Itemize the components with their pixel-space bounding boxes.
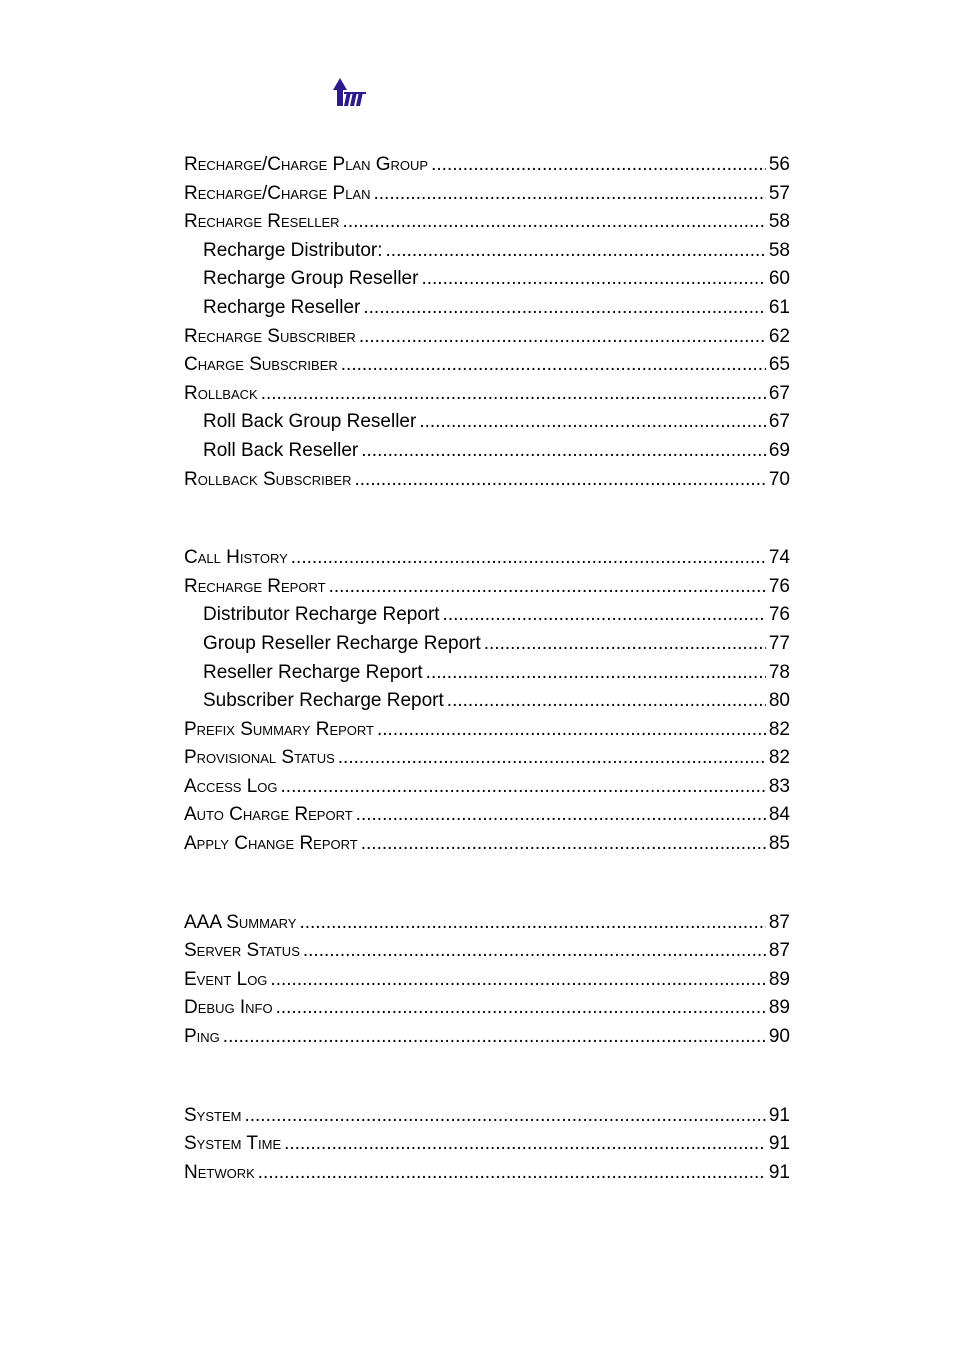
toc-entry[interactable] [184, 408, 790, 437]
toc-entry-page-number: 69 [768, 439, 790, 461]
toc-entry-page-number: 91 [768, 1104, 790, 1126]
toc-entry-page-number: 65 [768, 354, 790, 376]
toc-dot-leader [343, 208, 766, 237]
toc-dot-leader [361, 830, 766, 859]
toc-entry-page-number: 82 [768, 747, 790, 769]
toc-entry-label: Recharge/Charge Plan [184, 182, 371, 204]
toc-entry-page-number: 89 [768, 968, 790, 990]
toc-entry[interactable] [184, 437, 790, 466]
toc-entry-page-number: 62 [768, 325, 790, 347]
toc-entry-page-number: 57 [768, 182, 790, 204]
toc-entry-label: Recharge Reseller [203, 296, 361, 318]
section-gap [184, 494, 790, 544]
toc-dot-leader [356, 801, 766, 830]
toc-entry-label: Network [184, 1161, 255, 1183]
toc-entry-page-number: 76 [768, 575, 790, 597]
toc-entry[interactable] [184, 208, 790, 237]
table-of-contents [184, 151, 790, 1187]
toc-entry-label: Reseller Recharge Report [203, 661, 423, 683]
toc-entry-page-number: 90 [768, 1026, 790, 1048]
toc-entry-label: Access Log [184, 775, 278, 797]
toc-entry[interactable] [184, 1102, 790, 1131]
toc-entry[interactable] [184, 151, 790, 180]
toc-entry-page-number: 85 [768, 833, 790, 855]
toc-dot-leader [303, 937, 766, 966]
toc-dot-leader [377, 716, 766, 745]
toc-entry-label: Provisional Status [184, 747, 335, 769]
toc-entry-label: Auto Charge Report [184, 804, 353, 826]
toc-dot-leader [447, 687, 766, 716]
toc-dot-leader [443, 601, 766, 630]
toc-entry-page-number: 76 [768, 604, 790, 626]
toc-dot-leader [341, 351, 766, 380]
toc-entry-page-number: 82 [768, 718, 790, 740]
toc-entry-label: Charge Subscriber [184, 354, 338, 376]
toc-dot-leader [281, 773, 766, 802]
toc-entry-label: Debug Info [184, 997, 273, 1019]
toc-entry-page-number: 74 [768, 547, 790, 569]
toc-dot-leader [258, 1159, 766, 1188]
toc-dot-leader [223, 1023, 766, 1052]
toc-entry[interactable] [184, 994, 790, 1023]
toc-entry[interactable] [184, 716, 790, 745]
toc-entry[interactable] [184, 180, 790, 209]
toc-entry-page-number: 87 [768, 940, 790, 962]
toc-entry-label: Ping [184, 1026, 220, 1048]
toc-entry-page-number: 87 [768, 911, 790, 933]
toc-entry-page-number: 91 [768, 1161, 790, 1183]
toc-entry-page-number: 78 [768, 661, 790, 683]
toc-entry-page-number: 84 [768, 804, 790, 826]
toc-entry-page-number: 61 [768, 296, 790, 318]
toc-entry[interactable] [184, 294, 790, 323]
toc-entry-page-number: 91 [768, 1133, 790, 1155]
toc-dot-leader [338, 744, 766, 773]
toc-entry[interactable] [184, 659, 790, 688]
toc-dot-leader [431, 151, 766, 180]
toc-dot-leader [386, 237, 766, 266]
toc-entry-label: Roll Back Reseller [203, 439, 359, 461]
toc-entry-label: Recharge Reseller [184, 211, 340, 233]
toc-entry-page-number: 67 [768, 411, 790, 433]
toc-entry-label: Rollback [184, 382, 258, 404]
toc-entry-label: Recharge Group Reseller [203, 268, 419, 290]
toc-entry-label: Call History [184, 547, 288, 569]
toc-entry[interactable] [184, 801, 790, 830]
toc-entry-page-number: 80 [768, 690, 790, 712]
toc-entry[interactable] [184, 237, 790, 266]
toc-entry[interactable] [184, 1130, 790, 1159]
toc-dot-leader [373, 180, 765, 209]
toc-dot-leader [421, 265, 765, 294]
toc-entry-label: Group Reseller Recharge Report [203, 632, 481, 654]
toc-entry-page-number: 70 [768, 468, 790, 490]
toc-dot-leader [359, 323, 766, 352]
toc-dot-leader [419, 408, 766, 437]
toc-entry[interactable] [184, 773, 790, 802]
toc-entry-label: Distributor Recharge Report [203, 604, 440, 626]
toc-entry-label: Roll Back Group Reseller [203, 411, 417, 433]
toc-entry-label: Recharge/Charge Plan Group [184, 154, 429, 175]
toc-entry[interactable] [184, 351, 790, 380]
toc-entry[interactable] [184, 466, 790, 495]
toc-dot-leader [270, 966, 765, 995]
toc-entry-label: Recharge Distributor: [203, 239, 383, 261]
toc-entry-page-number: 77 [768, 632, 790, 654]
toc-entry-label: Apply Change Report [184, 833, 358, 855]
toc-entry-label: AAA Summary [184, 911, 297, 933]
toc-entry-label: Server Status [184, 940, 300, 962]
arrow-logo-icon [331, 76, 367, 108]
toc-entry-page-number: 56 [768, 154, 790, 175]
toc-dot-leader [261, 380, 766, 409]
toc-entry[interactable] [184, 573, 790, 602]
toc-entry-page-number: 83 [768, 775, 790, 797]
toc-entry-label: System Time [184, 1133, 282, 1155]
toc-dot-leader [363, 294, 766, 323]
toc-dot-leader [299, 909, 765, 938]
toc-dot-leader [484, 630, 766, 659]
section-gap [184, 1052, 790, 1102]
toc-entry[interactable] [184, 265, 790, 294]
toc-entry-page-number: 60 [768, 268, 790, 290]
toc-entry[interactable] [184, 544, 790, 573]
toc-dot-leader [426, 659, 766, 688]
toc-dot-leader [355, 466, 766, 495]
toc-entry[interactable] [184, 630, 790, 659]
toc-dot-leader [244, 1102, 765, 1131]
toc-dot-leader [361, 437, 766, 466]
toc-entry[interactable] [184, 966, 790, 995]
toc-dot-leader [276, 994, 766, 1023]
toc-entry[interactable] [184, 830, 790, 859]
section-gap [184, 859, 790, 909]
toc-dot-leader [284, 1130, 766, 1159]
toc-entry-page-number: 58 [768, 211, 790, 233]
toc-entry[interactable] [184, 380, 790, 409]
toc-entry-label: System [184, 1104, 242, 1126]
toc-entry[interactable] [184, 323, 790, 352]
toc-entry-label: Recharge Report [184, 575, 326, 597]
toc-entry-page-number: 67 [768, 382, 790, 404]
toc-entry[interactable] [184, 744, 790, 773]
toc-entry[interactable] [184, 937, 790, 966]
toc-entry-label: Prefix Summary Report [184, 718, 374, 740]
toc-entry-label: Recharge Subscriber [184, 325, 356, 347]
toc-entry[interactable] [184, 1159, 790, 1188]
toc-entry-page-number: 58 [768, 239, 790, 261]
toc-entry[interactable] [184, 687, 790, 716]
toc-entry[interactable] [184, 1023, 790, 1052]
toc-entry-label: Rollback Subscriber [184, 468, 352, 490]
toc-entry[interactable] [184, 909, 790, 938]
toc-dot-leader [329, 573, 766, 602]
toc-entry-label: Subscriber Recharge Report [203, 690, 444, 712]
toc-dot-leader [291, 544, 766, 573]
toc-entry-page-number: 89 [768, 997, 790, 1019]
toc-entry-label: Event Log [184, 968, 268, 990]
toc-entry[interactable] [184, 601, 790, 630]
